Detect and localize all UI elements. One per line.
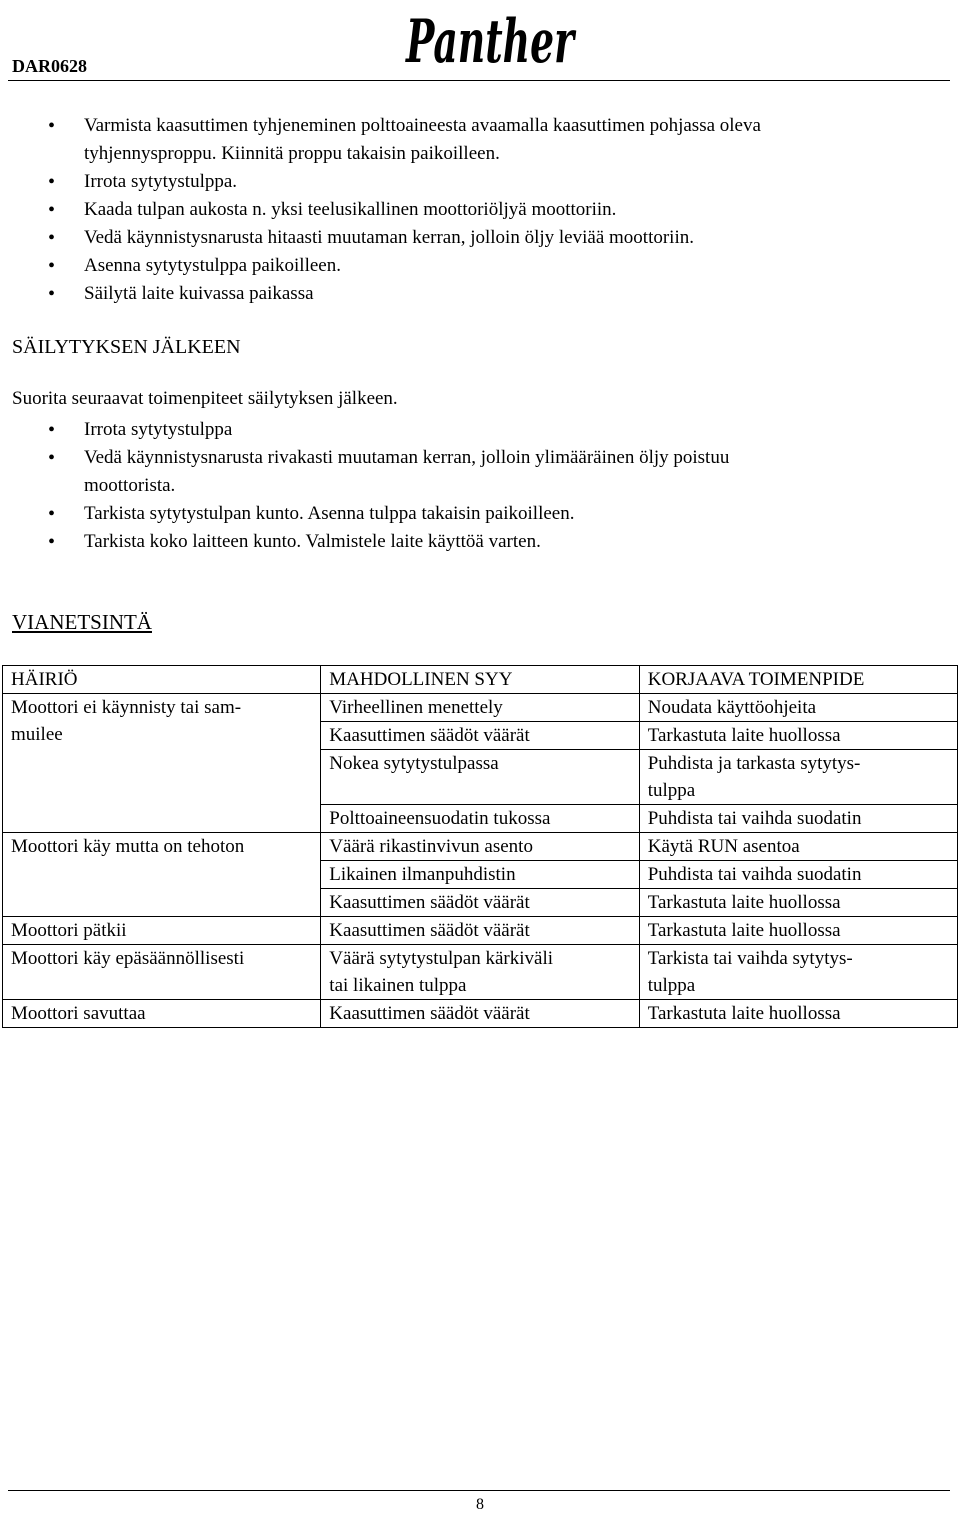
bullet-icon: • [48,115,56,137]
action-cell: Käytä RUN asentoa [639,833,957,861]
table-row [3,945,958,1000]
cause-cell: Kaasuttimen säädöt väärät [321,917,639,945]
list-item: • Irrota sytytystulppa. [48,168,928,196]
action-cell: Tarkastuta laite huollossa [639,1000,957,1028]
list-item: • Säilytä laite kuivassa paikassa [48,280,928,308]
table-row [3,833,958,861]
table-row [3,1000,958,1028]
list-item: • Vedä käynnistysnarusta hitaasti muutaman kerran, jolloin öljy leviää moottoriin. [48,224,928,252]
troubleshooting-table [2,665,958,1028]
fault-cell: Moottori savuttaa [3,1000,321,1028]
list-item: • Asenna sytytystulppa paikoilleen. [48,252,928,280]
section-heading-troubleshooting: VIANETSINTÄ [12,610,152,634]
fault-cell: Moottori pätkii [3,917,321,945]
cause-cell: Kaasuttimen säädöt väärät [321,889,639,917]
cause-cell: Nokea sytytystulpassa [321,750,639,805]
footer-divider [8,1490,950,1491]
list-item: • Kaada tulpan aukosta n. yksi teelusikallinen moottoriöljyä moottoriin. [48,196,928,224]
column-header-fault: HÄIRIÖ [3,666,321,694]
bullet-icon: • [48,283,56,305]
column-header-cause: MAHDOLLINEN SYY [321,666,639,694]
table-row [3,917,958,945]
panther-logo [402,0,582,78]
action-cell: Tarkista tai vaihda sytytys- tulppa [639,945,957,1000]
logo-text: Panther [404,7,577,77]
bullet-icon: • [48,199,56,221]
storage-steps-list [48,112,928,308]
bullet-icon: • [48,227,56,249]
bullet-icon: • [48,419,56,441]
fault-cell: Moottori käy epäsäännöllisesti [3,945,321,1000]
cause-cell: Likainen ilmanpuhdistin [321,861,639,889]
list-item: • Tarkista koko laitteen kunto. Valmistele laite käyttöä varten. [48,528,928,556]
action-cell: Puhdista ja tarkasta sytytys- tulppa [639,750,957,805]
action-cell: Puhdista tai vaihda suodatin [639,861,957,889]
bullet-icon: • [48,447,56,469]
bullet-icon: • [48,255,56,277]
section-heading-after-storage: SÄILYTYKSEN JÄLKEEN [12,336,241,358]
header-divider [8,80,950,81]
bullet-icon: • [48,531,56,553]
list-item: • Tarkista sytytystulpan kunto. Asenna tulppa takaisin paikoilleen. [48,500,928,528]
section-intro-text: Suorita seuraavat toimenpiteet säilytyksen jälkeen. [12,388,398,409]
after-storage-steps-list [48,416,928,556]
bullet-icon: • [48,503,56,525]
cause-cell: Polttoaineensuodatin tukossa [321,805,639,833]
action-cell: Noudata käyttöohjeita [639,694,957,722]
action-cell: Tarkastuta laite huollossa [639,722,957,750]
column-header-action: KORJAAVA TOIMENPIDE [639,666,957,694]
list-item: • Vedä käynnistysnarusta rivakasti muutaman kerran, jolloin ylimääräinen öljy poistuu moottorista. [48,444,928,500]
action-cell: Puhdista tai vaihda suodatin [639,805,957,833]
document-code: DAR0628 [12,56,87,76]
cause-cell: Kaasuttimen säädöt väärät [321,1000,639,1028]
page-number: 8 [476,1496,484,1513]
cause-cell: Väärä rikastinvivun asento [321,833,639,861]
fault-cell: Moottori käy mutta on tehoton [3,833,321,917]
cause-cell: Kaasuttimen säädöt väärät [321,722,639,750]
bullet-icon: • [48,171,56,193]
cause-cell: Virheellinen menettely [321,694,639,722]
fault-cell: Moottori ei käynnisty tai sam- muilee [3,694,321,833]
cause-cell: Väärä sytytystulpan kärkiväli tai likainen tulppa [321,945,639,1000]
table-header-row [3,666,958,694]
list-item: • Varmista kaasuttimen tyhjeneminen polttoaineesta avaamalla kaasuttimen pohjassa oleva tyhjennysproppu. Kiinnitä proppu takaisin paikoilleen. [48,112,928,168]
action-cell: Tarkastuta laite huollossa [639,917,957,945]
table-row [3,694,958,722]
list-item: • Irrota sytytystulppa [48,416,928,444]
action-cell: Tarkastuta laite huollossa [639,889,957,917]
